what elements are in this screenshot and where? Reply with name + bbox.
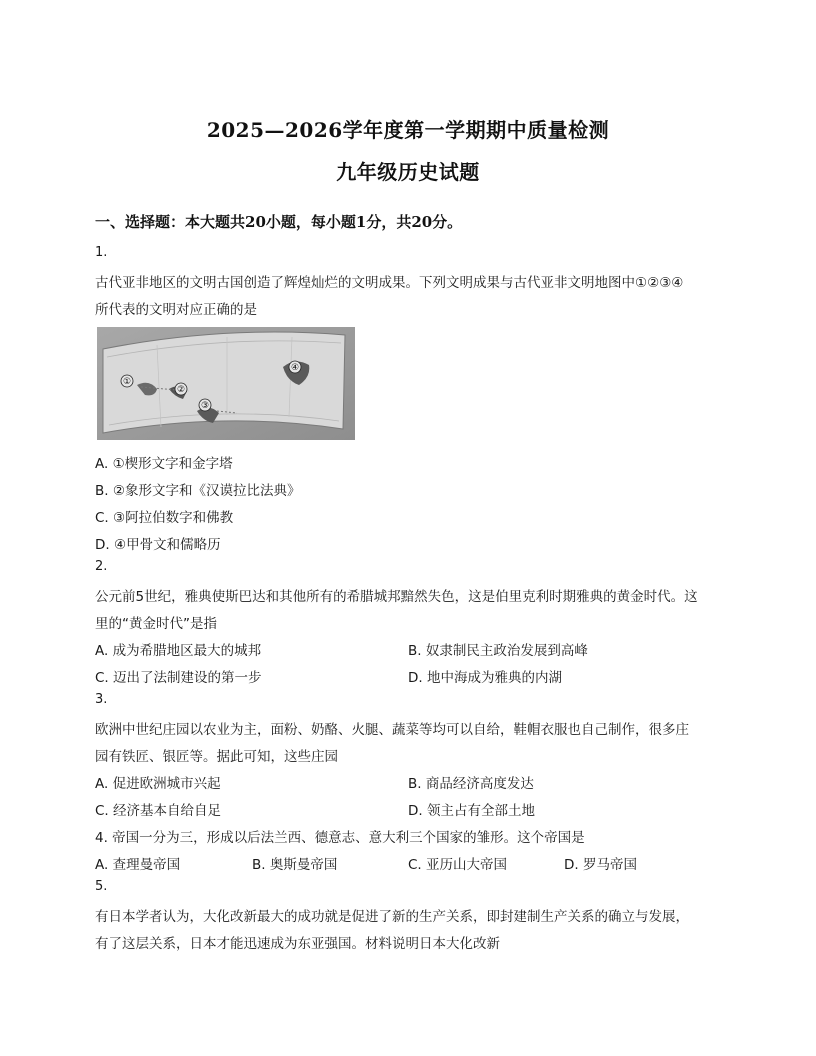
section-heading: 一、选择题：本大题共20小题，每小题1分，共20分。 xyxy=(95,213,463,231)
question-3-option-a: A. 促进欧洲城市兴起 xyxy=(95,776,221,792)
question-1-number: 1. xyxy=(95,245,108,260)
question-2-option-b: B. 奴隶制民主政治发展到高峰 xyxy=(408,643,588,659)
map-marker-4: ④ xyxy=(290,363,300,373)
question-3-option-d: D. 领主占有全部土地 xyxy=(408,803,535,819)
question-4-option-b: B. 奥斯曼帝国 xyxy=(252,857,338,873)
question-5-stem-line-2: 有了这层关系，日本才能迅速成为东亚强国。材料说明日本大化改新 xyxy=(95,936,500,952)
question-1-stem-line-2: 所代表的文明对应正确的是 xyxy=(95,302,257,318)
question-2-stem-line-2: 里的“黄金时代”是指 xyxy=(95,616,217,632)
question-2-option-d: D. 地中海成为雅典的内湖 xyxy=(408,670,562,686)
question-4-option-c: C. 亚历山大帝国 xyxy=(408,857,508,873)
question-4-option-a: A. 查理曼帝国 xyxy=(95,857,181,873)
question-1-option-d: D. ④甲骨文和儒略历 xyxy=(95,537,221,553)
question-2-number: 2. xyxy=(95,559,108,574)
question-3-stem-line-2: 园有铁匠、银匠等。据此可知，这些庄园 xyxy=(95,749,338,765)
question-5-number: 5. xyxy=(95,879,108,894)
map-marker-1: ① xyxy=(122,377,132,387)
question-2-option-c: C. 迈出了法制建设的第一步 xyxy=(95,670,262,686)
question-1-option-c: C. ③阿拉伯数字和佛教 xyxy=(95,510,234,526)
question-4-option-d: D. 罗马帝国 xyxy=(564,857,637,873)
question-3-option-b: B. 商品经济高度发达 xyxy=(408,776,534,792)
question-2-stem-line-1: 公元前5世纪，雅典使斯巴达和其他所有的希腊城邦黯然失色，这是伯里克利时期雅典的黄金时代。这 xyxy=(95,589,698,605)
question-3-stem-line-1: 欧洲中世纪庄园以农业为主，面粉、奶酪、火腿、蔬菜等均可以自给，鞋帽衣服也自己制作，很多庄 xyxy=(95,722,689,738)
question-3-number: 3. xyxy=(95,692,108,707)
exam-subtitle: 九年级历史试题 xyxy=(336,160,480,184)
ancient-civilizations-map xyxy=(97,327,355,440)
question-1-stem-line-1: 古代亚非地区的文明古国创造了辉煌灿烂的文明成果。下列文明成果与古代亚非文明地图中①②③④ xyxy=(95,275,684,291)
question-2-option-a: A. 成为希腊地区最大的城邦 xyxy=(95,643,262,659)
question-1-option-a: A. ①楔形文字和金字塔 xyxy=(95,456,233,472)
question-1-option-b: B. ②象形文字和《汉谟拉比法典》 xyxy=(95,483,301,499)
map-marker-2: ② xyxy=(176,385,186,395)
question-3-option-c: C. 经济基本自给自足 xyxy=(95,803,222,819)
question-5-stem-line-1: 有日本学者认为，大化改新最大的成功就是促进了新的生产关系，即封建制生产关系的确立与发展， xyxy=(95,909,689,925)
exam-title: 2025—2026学年度第一学期期中质量检测 xyxy=(206,118,610,142)
question-4-stem: 4. 帝国一分为三，形成以后法兰西、德意志、意大利三个国家的雏形。这个帝国是 xyxy=(95,830,585,846)
map-marker-3: ③ xyxy=(200,401,210,411)
